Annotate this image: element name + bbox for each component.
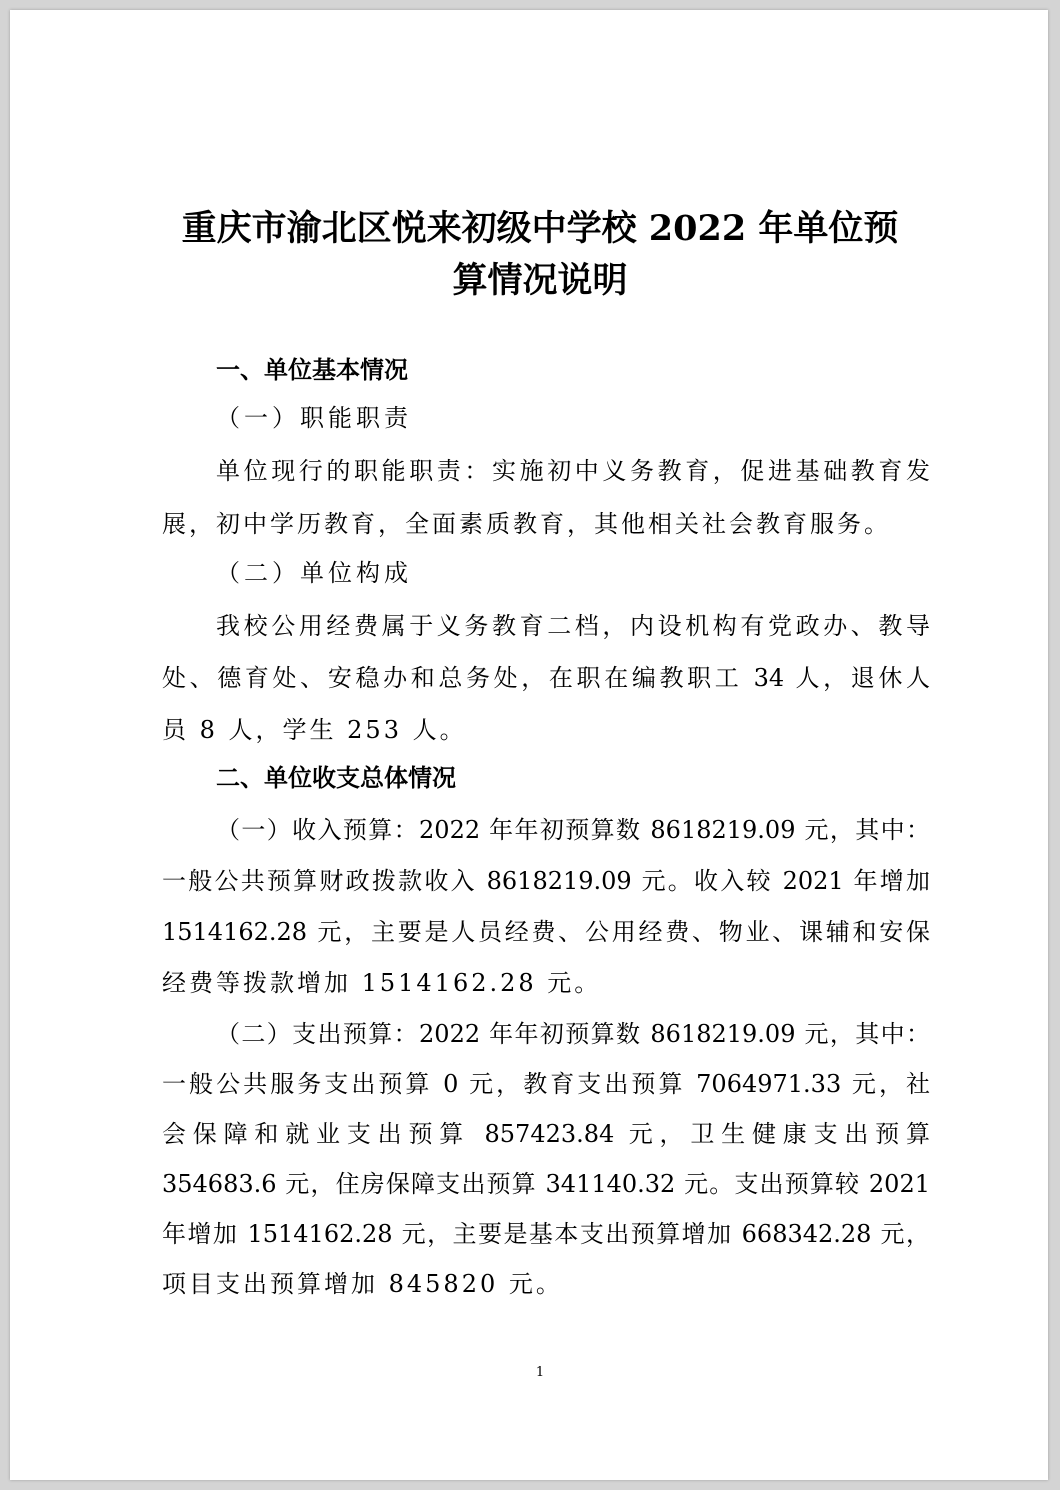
document-title-line-2: 算情况说明 — [452, 260, 628, 301]
paragraph-line: 1514162.28 元，主要是人员经费、公用经费、物业、课辅和安保 — [162, 918, 930, 946]
paragraph-line: 处、德育处、安稳办和总务处，在职在编教职工 34 人，退休人 — [162, 664, 930, 692]
section-heading-budget-overview: 二、单位收支总体情况 — [216, 764, 456, 792]
paragraph-line: 我校公用经费属于义务教育二档，内设机构有党政办、教导 — [216, 612, 930, 640]
paragraph-line: 一般公共预算财政拨款收入 8618219.09 元。收入较 2021 年增加 — [162, 867, 930, 895]
paragraph-line: 单位现行的职能职责：实施初中义务教育，促进基础教育发 — [216, 457, 930, 485]
page-number: 1 — [535, 1365, 545, 1380]
paragraph-line: 经费等拨款增加 1514162.28 元。 — [162, 969, 602, 997]
subsection-heading-duties: （一）职能职责 — [216, 404, 412, 432]
paragraph-line: 一般公共服务支出预算 0 元，教育支出预算 7064971.33 元，社 — [162, 1070, 930, 1098]
paragraph-line: 354683.6 元，住房保障支出预算 341140.32 元。支出预算较 2021 — [162, 1170, 930, 1198]
paragraph-line: （一）收入预算：2022 年年初预算数 8618219.09 元，其中： — [216, 816, 930, 844]
document-page — [10, 10, 1048, 1480]
paragraph-line: （二）支出预算：2022 年年初预算数 8618219.09 元，其中： — [216, 1020, 930, 1048]
paragraph-line: 年增加 1514162.28 元，主要是基本支出预算增加 668342.28 元， — [162, 1220, 930, 1248]
subsection-heading-composition: （二）单位构成 — [216, 559, 412, 587]
paragraph-line: 展，初中学历教育，全面素质教育，其他相关社会教育服务。 — [162, 510, 891, 538]
document-title-line-1: 重庆市渝北区悦来初级中学校 2022 年单位预 — [181, 208, 899, 249]
paragraph-line: 员 8 人，学生 253 人。 — [162, 716, 467, 744]
paragraph-line: 项目支出预算增加 845820 元。 — [162, 1270, 563, 1298]
section-heading-basic-info: 一、单位基本情况 — [216, 356, 408, 384]
paragraph-line: 会保障和就业支出预算 857423.84 元，卫生健康支出预算 — [162, 1120, 930, 1148]
